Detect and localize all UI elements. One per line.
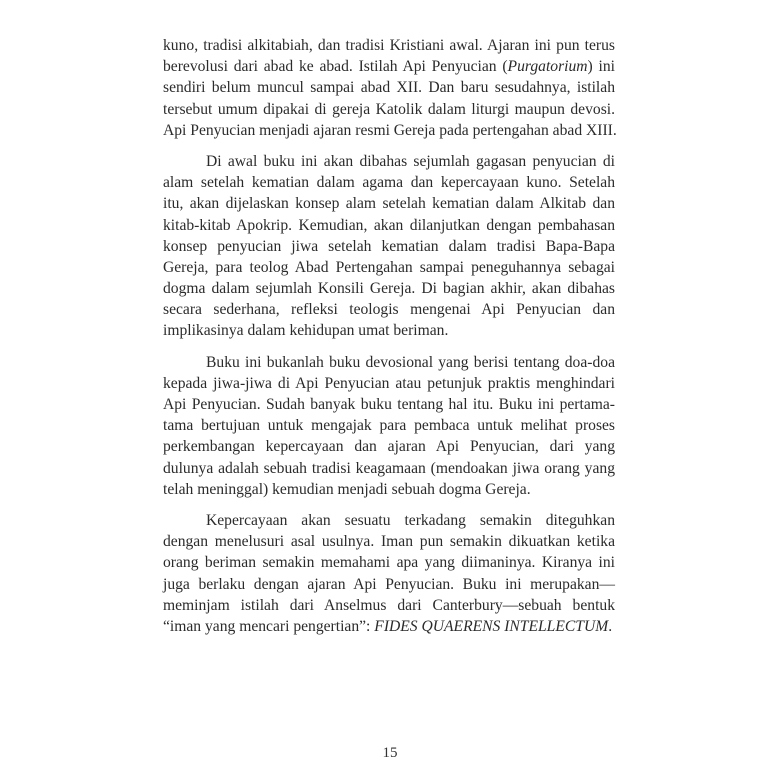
text-segment: kuno, tradisi alkitabiah, dan tradisi Kristiani awal. Ajaran ini pun terus	[163, 37, 615, 54]
text-line	[163, 552, 615, 573]
text-segment: meminjam istilah dari Anselmus dari Canterbury—sebuah bentuk	[163, 596, 615, 614]
text-line	[163, 299, 615, 320]
text-segment: alam setelah kematian dalam agama dan kepercayaan kuno. Setelah	[163, 174, 615, 192]
text-line	[163, 236, 615, 257]
text-segment: konsep penyucian jiwa setelah kematian dalam tradisi Bapa-Bapa	[163, 237, 615, 255]
paragraph	[163, 352, 615, 500]
text-line	[163, 616, 615, 637]
text-line	[163, 458, 615, 479]
text-segment: kitab-kitab Apokrip. Kemudian, akan dilanjutkan dengan pembahasan	[163, 216, 615, 234]
text-line	[163, 35, 615, 56]
text-line	[163, 56, 615, 77]
text-segment: dogma dalam sejumlah Konsili Gereja. Di bagian akhir, akan dibahas	[163, 280, 615, 298]
text-segment: secara sederhana, refleksi teologis mengenai Api Penyucian dan	[163, 301, 615, 319]
text-segment: .	[608, 617, 613, 635]
text-line	[163, 531, 615, 552]
text-segment: “iman yang mencari pengertian”:	[163, 617, 375, 635]
text-segment: Buku ini bukanlah buku devosional yang berisi tentang doa-doa	[206, 353, 615, 371]
page-number: 15	[382, 745, 398, 761]
text-line	[163, 394, 615, 415]
paragraph	[163, 510, 615, 637]
text-line	[163, 595, 615, 616]
text-line	[163, 373, 615, 394]
text-segment: sendiri belum muncul sampai abad XII. Dan baru sesudahnya, istilah	[163, 79, 615, 97]
text-segment: Di awal buku ini akan dibahas sejumlah gagasan penyucian di	[206, 152, 615, 170]
text-segment: Kepercayaan akan sesuatu terkadang semakin diteguhkan	[206, 511, 615, 529]
text-line	[163, 479, 615, 500]
italic-term: FIDES QUAERENS INTELLECTUM	[374, 617, 609, 635]
text-segment: tersebut umum dipakai di gereja Katolik dalam liturgi maupun devosi.	[163, 100, 615, 118]
page-body	[163, 35, 615, 647]
text-line	[163, 320, 615, 341]
text-segment: kepada jiwa-jiwa di Api Penyucian atau petunjuk praktis menghindari	[163, 374, 615, 392]
text-line	[163, 77, 615, 98]
text-line	[163, 215, 615, 236]
text-segment: tama bertujuan untuk mengajak para pembaca untuk melihat proses	[163, 417, 615, 435]
text-line	[163, 193, 615, 214]
text-line	[163, 436, 615, 457]
text-line	[163, 99, 615, 120]
text-segment: dengan menelusuri asal usulnya. Iman pun semakin dikuatkan ketika	[163, 533, 615, 551]
text-segment: perkembangan kepercayaan dan ajaran Api Penyucian, dari yang	[163, 438, 615, 456]
text-segment: berevolusi dari abad ke abad. Istilah Api Penyucian (	[163, 58, 508, 76]
text-segment: dulunya adalah sebuah tradisi keagamaan (mendoakan jiwa orang yang	[163, 459, 615, 477]
text-segment: Gereja, para teolog Abad Pertengahan sampai peneguhannya sebagai	[163, 258, 615, 276]
text-line	[163, 151, 615, 172]
text-line	[163, 172, 615, 193]
text-segment: itu, akan dijelaskan konsep alam setelah kematian dalam Alkitab dan	[163, 195, 615, 213]
text-segment: Api Penyucian. Sudah banyak buku tentang hal itu. Buku ini pertama-	[163, 396, 615, 413]
text-line	[163, 510, 615, 531]
text-segment: orang beriman semakin memahami apa yang diimaninya. Kiranya ini	[163, 554, 615, 572]
text-line	[163, 415, 615, 436]
text-segment: telah meninggal) kemudian menjadi sebuah dogma Gereja.	[163, 480, 531, 498]
text-line	[163, 574, 615, 595]
text-segment: Api Penyucian menjadi ajaran resmi Gereja pada pertengahan abad XIII.	[163, 121, 617, 139]
text-segment: implikasinya dalam kehidupan umat beriman.	[163, 322, 449, 340]
text-line	[163, 278, 615, 299]
text-segment: juga berlaku dengan ajaran Api Penyucian. Buku ini merupakan—	[163, 575, 615, 593]
text-line	[163, 352, 615, 373]
text-line	[163, 257, 615, 278]
paragraph	[163, 35, 615, 141]
italic-term: Purgatorium	[507, 58, 588, 76]
text-line	[163, 120, 615, 141]
paragraph	[163, 151, 615, 342]
text-segment: ) ini	[587, 58, 615, 76]
